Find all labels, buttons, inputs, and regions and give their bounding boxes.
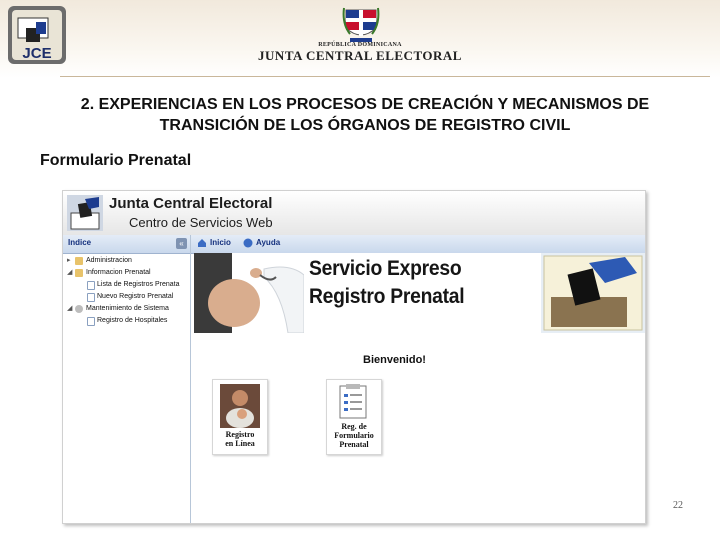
header-divider xyxy=(60,76,710,77)
help-icon xyxy=(243,238,253,248)
voting-illustration xyxy=(541,253,645,333)
expand-arrow-icon[interactable]: ▸ xyxy=(67,257,71,264)
slide-header xyxy=(0,0,720,78)
tree-item-label: Nuevo Registro Prenatal xyxy=(97,293,174,300)
tree-item-label: Administracion xyxy=(86,257,132,264)
tree-item-label: Registro de Hospitales xyxy=(97,317,168,324)
slide-title xyxy=(20,94,710,136)
mother-baby-icon xyxy=(220,384,260,428)
sidebar-title: Indice xyxy=(68,238,92,247)
welcome-message: Bienvenido! xyxy=(363,354,426,366)
tree-item-mantenimiento[interactable] xyxy=(63,303,190,315)
coat-of-arms-icon xyxy=(342,4,380,44)
pregnant-woman-photo xyxy=(194,253,304,333)
page-icon xyxy=(87,317,95,326)
tree-item-registro-hospitales[interactable] xyxy=(63,315,190,327)
tile-caption-line1: Registro xyxy=(225,430,255,439)
slide-title-line2: TRANSICIÓN DE LOS ÓRGANOS DE REGISTRO CIVIL xyxy=(159,117,571,134)
app-title: Junta Central Electoral xyxy=(109,195,273,212)
slide-title-line1: 2. EXPERIENCIAS EN LOS PROCESOS DE CREACIÓN Y MECANISMOS DE xyxy=(80,96,650,113)
jce-logo xyxy=(8,6,66,64)
institution-name: JUNTA CENTRAL ELECTORAL xyxy=(258,48,462,63)
form-document-icon xyxy=(338,384,370,420)
tile-registro-en-linea[interactable] xyxy=(212,379,268,455)
tree-item-label: Informacion Prenatal xyxy=(86,269,151,276)
logo-text: JCE xyxy=(22,45,52,62)
app-header xyxy=(63,191,645,236)
banner-title-line2: Registro Prenatal xyxy=(309,285,465,308)
tile-caption-line1: Reg. de xyxy=(341,422,367,431)
toolbar-home-link[interactable]: Inicio xyxy=(210,238,231,247)
tile-formulario-prenatal[interactable] xyxy=(326,379,382,455)
collapse-sidebar-button[interactable]: « xyxy=(176,238,187,249)
tree-item-administracion[interactable] xyxy=(63,255,190,267)
tree-item-informacion-prenatal[interactable] xyxy=(63,267,190,279)
app-screenshot xyxy=(62,190,646,524)
app-subtitle: Centro de Servicios Web xyxy=(129,215,273,230)
service-banner xyxy=(194,253,645,333)
republic-label: REPÚBLICA DOMINICANA xyxy=(318,42,402,48)
tile-caption-line2: Formulario xyxy=(334,431,374,440)
sidebar xyxy=(63,235,191,523)
tile-caption-line2: en Línea xyxy=(225,439,255,448)
page-icon xyxy=(87,293,95,302)
folder-icon xyxy=(75,257,83,265)
home-icon xyxy=(197,238,207,248)
tree-item-lista-registros[interactable] xyxy=(63,279,190,291)
page-number: 22 xyxy=(673,500,683,511)
sidebar-header xyxy=(63,235,190,254)
folder-icon xyxy=(75,269,83,277)
tree-item-nuevo-registro[interactable] xyxy=(63,291,190,303)
toolbar-help-link[interactable]: Ayuda xyxy=(256,238,281,247)
slide-subtitle: Formulario Prenatal xyxy=(40,152,192,169)
page-icon xyxy=(87,281,95,290)
sidebar-tree xyxy=(63,255,190,327)
toolbar xyxy=(191,235,645,254)
tree-item-label: Lista de Registros Prenata xyxy=(97,281,180,288)
ballot-box-icon xyxy=(67,195,103,231)
collapse-arrow-icon[interactable]: ◢ xyxy=(67,269,73,276)
collapse-arrow-icon[interactable]: ◢ xyxy=(67,305,73,312)
tree-item-label: Mantenimiento de Sistema xyxy=(86,305,169,312)
gear-icon xyxy=(75,305,83,313)
banner-title-line1: Servicio Expreso xyxy=(309,257,462,280)
tile-caption-line3: Prenatal xyxy=(339,440,369,449)
